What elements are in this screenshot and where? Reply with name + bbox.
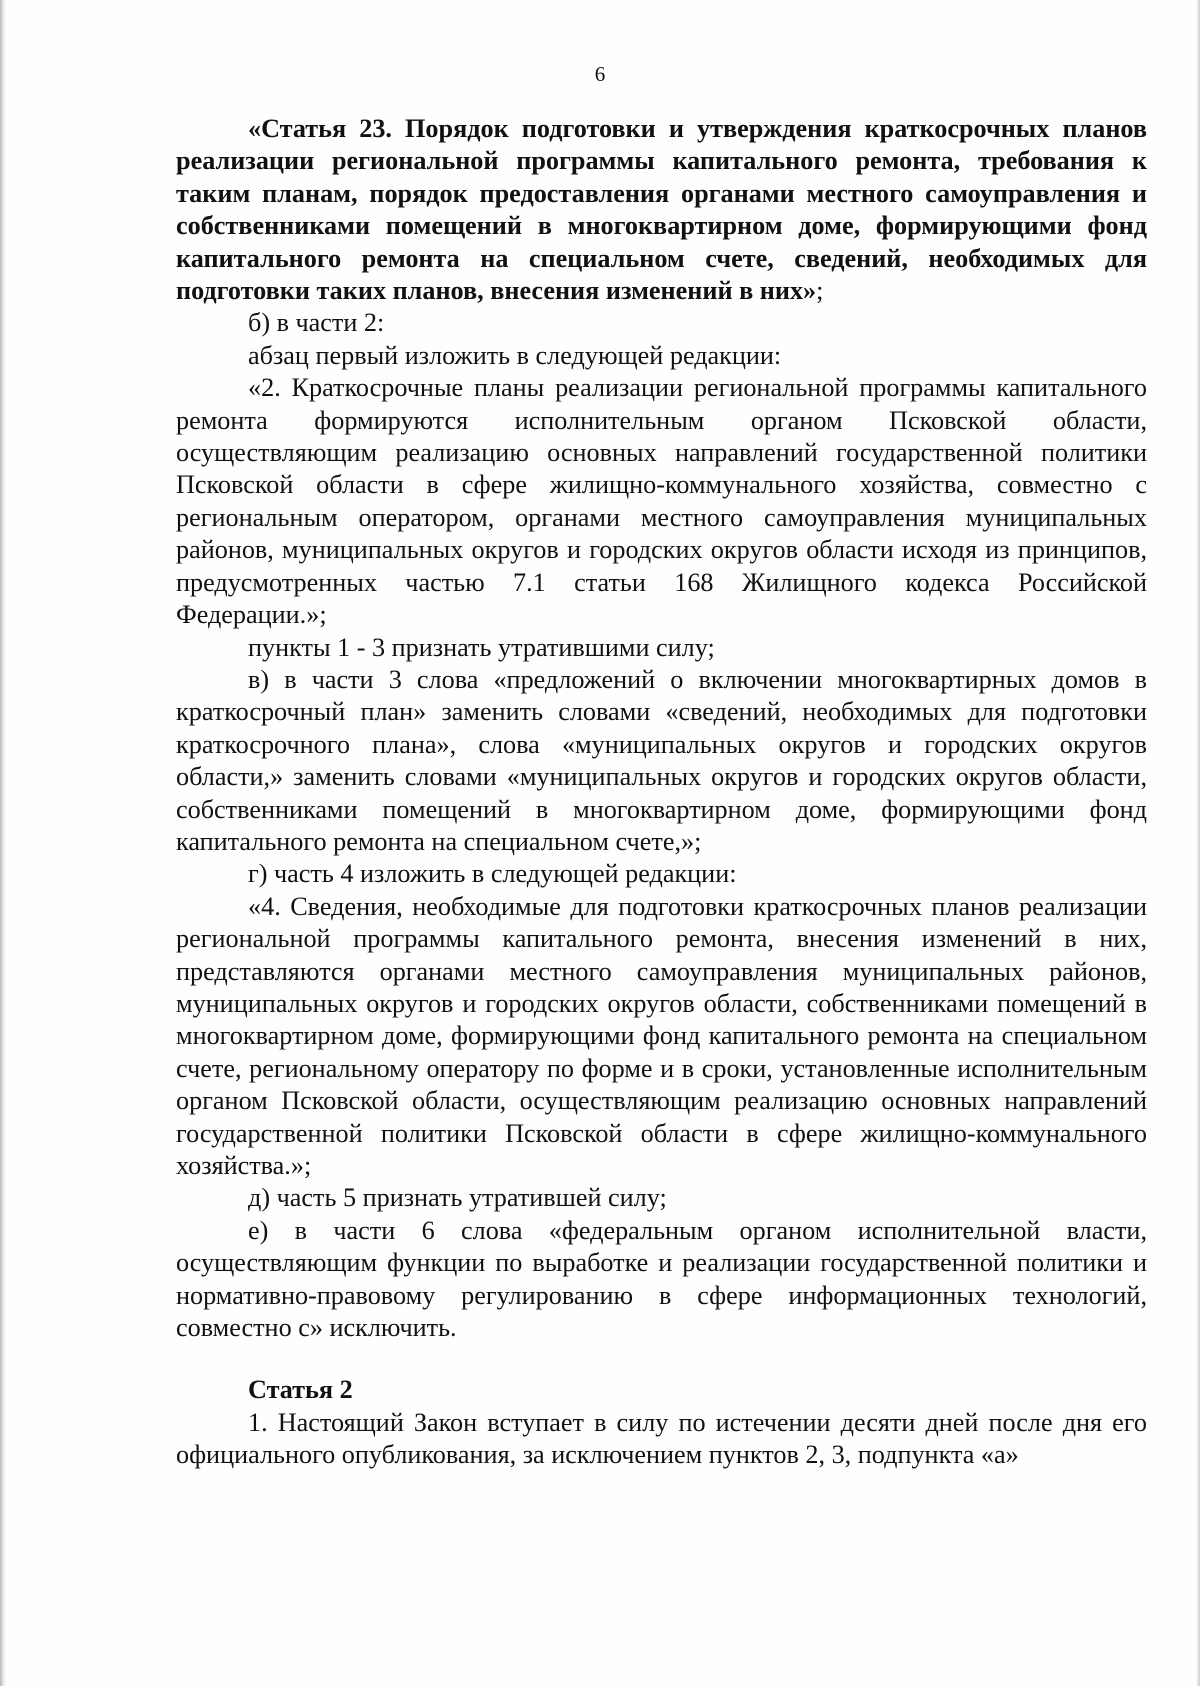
section-spacer — [176, 1344, 1147, 1374]
article-2-title: Статья 2 — [248, 1375, 353, 1405]
scan-left-edge — [0, 0, 6, 1686]
paragraph-clause-2: «2. Краткосрочные планы реализации региональной программы капитального ремонта формируются исполнительным органом Псковской области, осуществляющим реализацию основных направлений государственной политики Псковской области в сфере жилищно-коммунального хозяйства, совместно с региональным оператором, органами местного самоуправления муниципальных районов, муниципальных округов и городских округов области исходя из принципов, предусмотренных частью 7.1 статьи 168 Жилищного кодекса Российской Федерации.»; — [176, 373, 1147, 630]
paragraph-part-3: в) в части 3 слова «предложений о включении многоквартирных домов в краткосрочный план» заменить словами «сведений, необходимых для подготовки краткосрочного плана», слова «муниципальных округов и городских округов области,» заменить словами «муниципальных округов и городских округов области, собственниками помещений в многоквартирном доме, формирующими фонд капитального ремонта на специальном счете,»; — [176, 664, 1147, 856]
paragraph-part-2: б) в части 2: — [248, 308, 385, 338]
paragraph-part-4-intro: г) часть 4 изложить в следующей редакции: — [248, 859, 737, 889]
article-23-heading-tail: ; — [816, 276, 824, 306]
paragraph-first-abzac: абзац первый изложить в следующей редакции: — [248, 340, 782, 370]
article-23-heading-text: «Статья 23. Порядок подготовки и утверждения краткосрочных планов реализации региональной программы капитального ремонта, требования к таким планам, порядок предоставления органами местного самоуправления и собственниками помещений в многоквартирном доме, формирующими фонд капитального ремонта на специальном счете, сведений, необходимых для подготовки таких планов, внесения изменений в них» — [176, 114, 1147, 306]
article-2-paragraph-1: 1. Настоящий Закон вступает в силу по истечении десяти дней после дня его официального опубликования, за исключением пунктов 2, 3, подпункта «а» — [176, 1407, 1147, 1470]
article-23-heading — [176, 113, 1147, 307]
paragraph-part-5: д) часть 5 признать утратившей силу; — [248, 1183, 667, 1213]
page-number: 6 — [594, 62, 606, 86]
document-body — [176, 113, 1147, 1472]
paragraph-part-6: е) в части 6 слова «федеральным органом исполнительной власти, осуществляющим функции по выработке и реализации государственной политики и нормативно-правовому регулированию в сфере информационных технологий, совместно с» исключить. — [176, 1215, 1147, 1343]
scan-right-edge — [1196, 0, 1200, 1686]
paragraph-clause-4: «4. Сведения, необходимые для подготовки краткосрочных планов реализации региональной программы капитального ремонта, внесения изменений в них, представляются органами местного самоуправления муниципальных районов, муниципальных округов и городских округов области, собственниками помещений в многоквартирном доме, формирующими фонд капитального ремонта на специальном счете, региональному оператору по форме и в сроки, установленные исполнительным органом Псковской области, осуществляющим реализацию основных направлений государственной политики Псковской области в сфере жилищно-коммунального хозяйства.»; — [176, 891, 1147, 1180]
paragraph-points-void: пункты 1 - 3 признать утратившими силу; — [248, 632, 715, 662]
